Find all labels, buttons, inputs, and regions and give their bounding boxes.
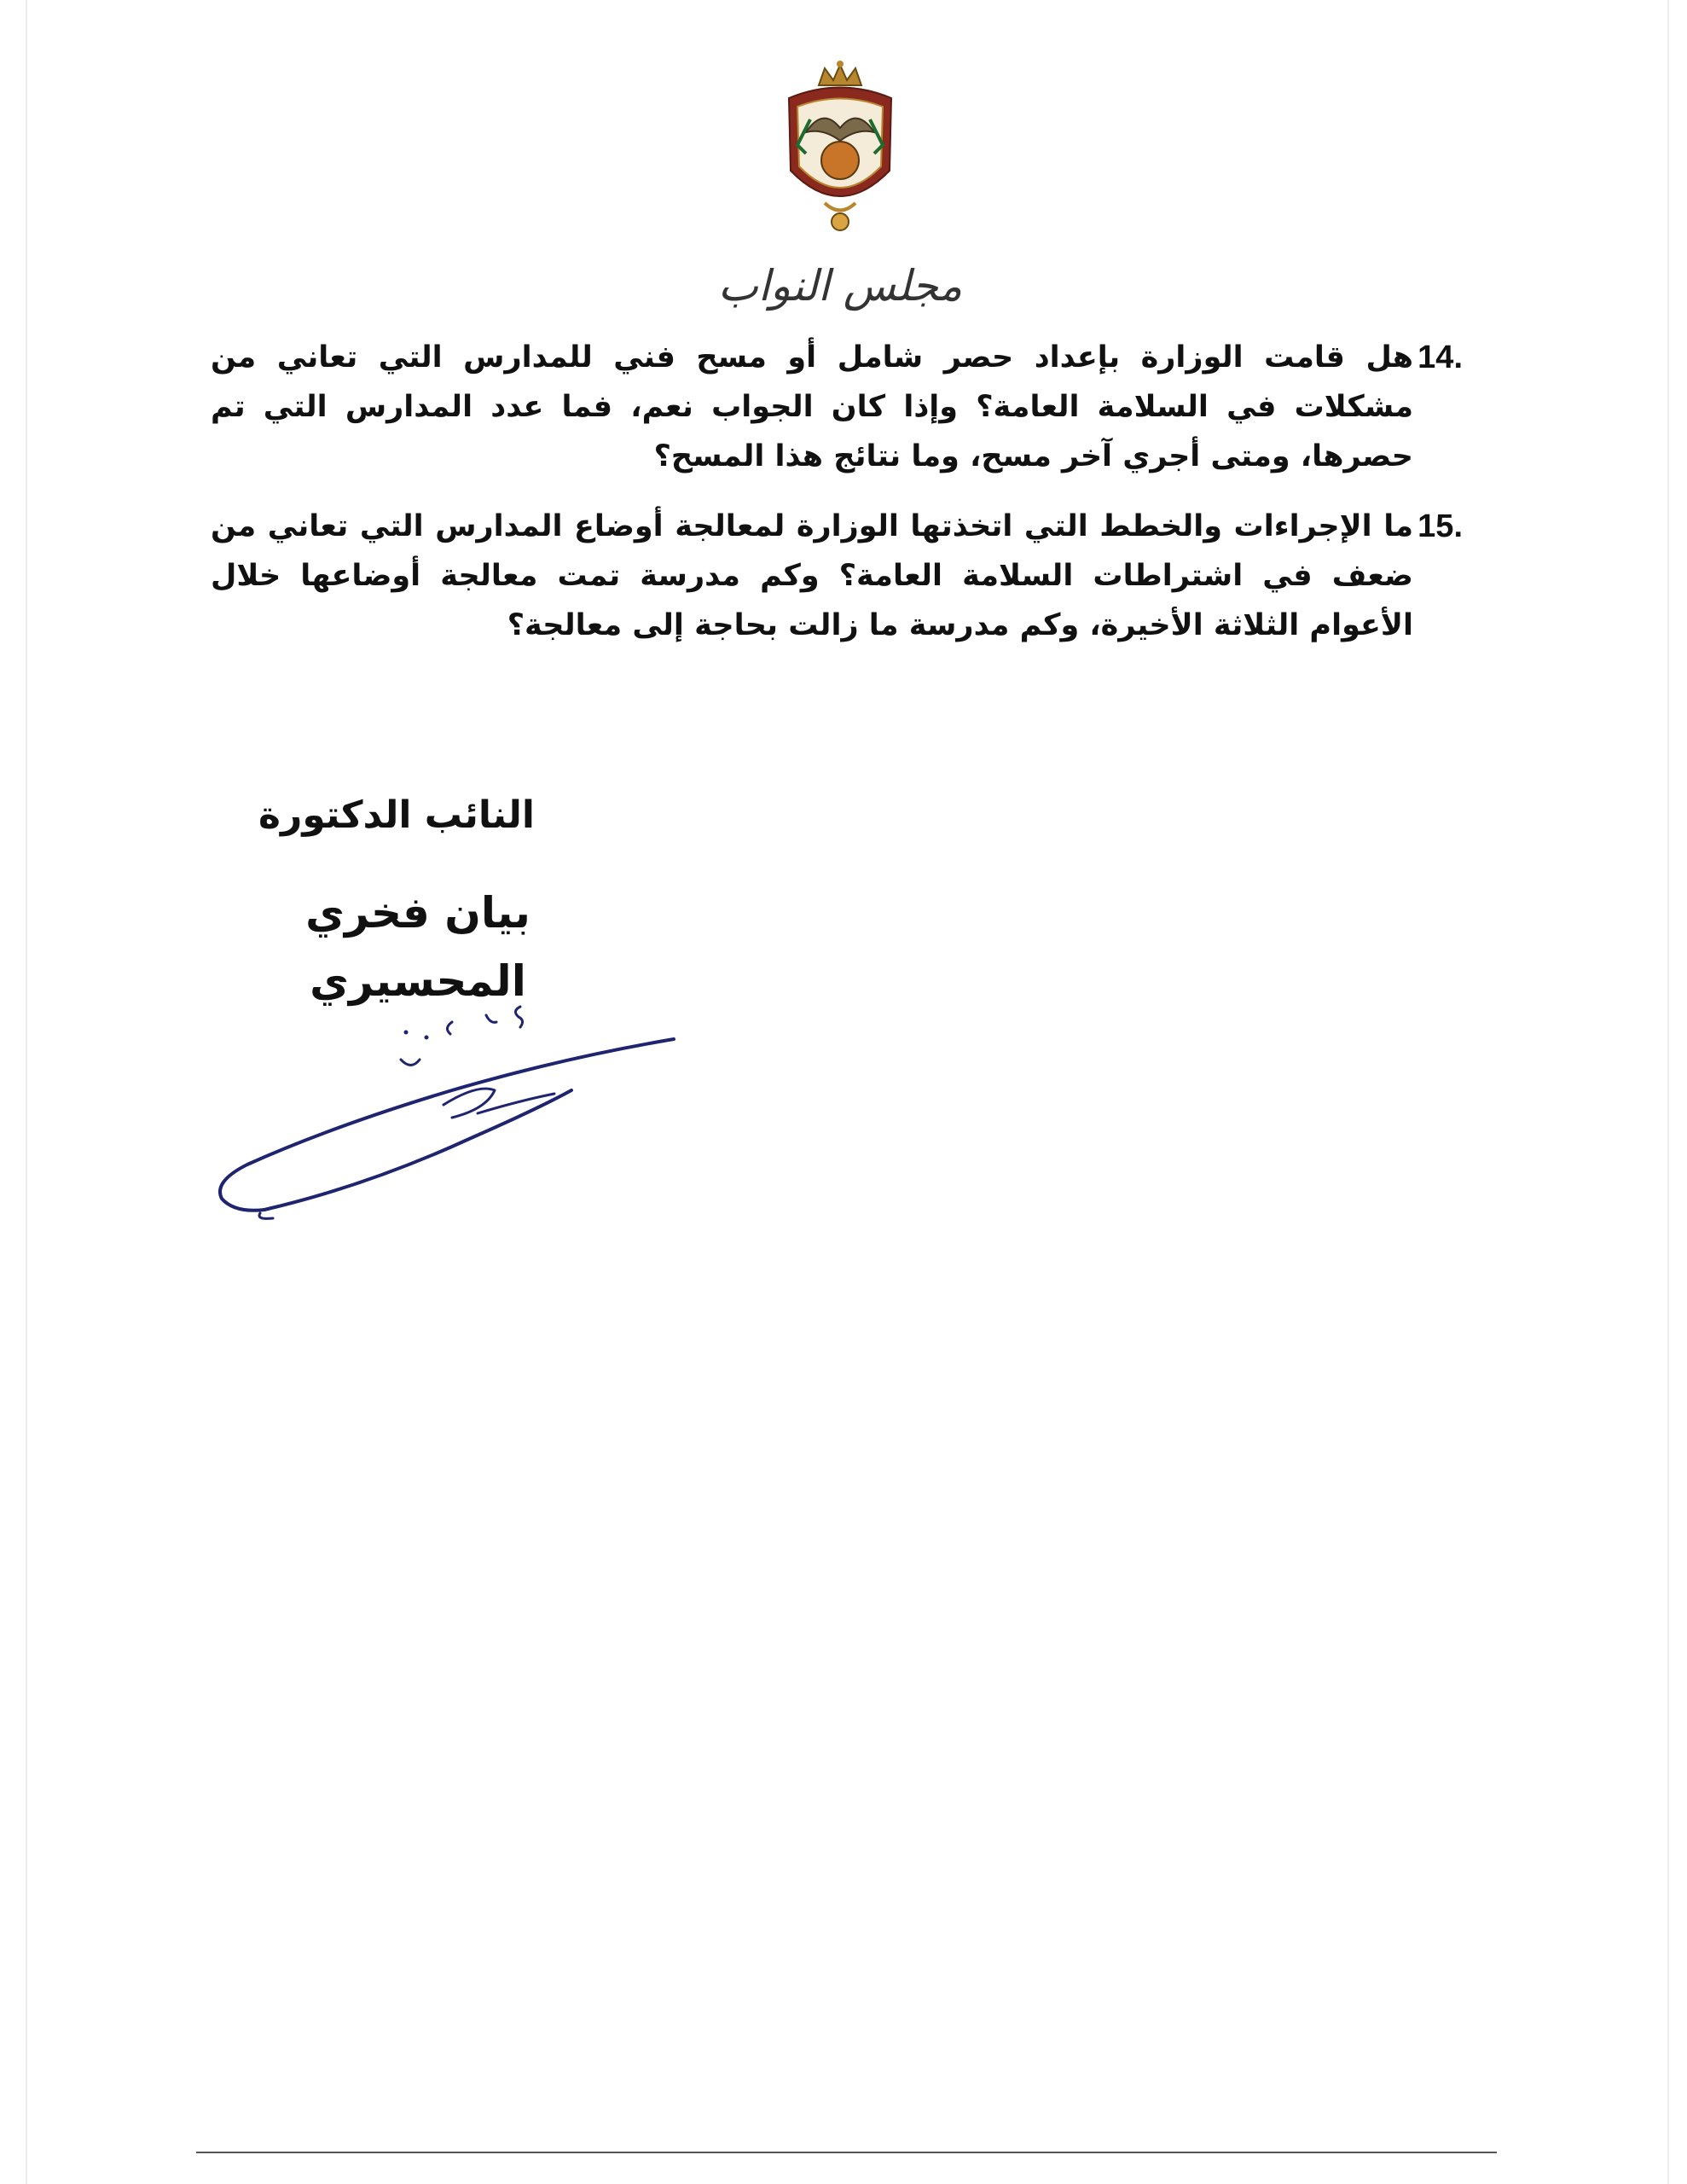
page-edge-left: [26, 0, 27, 2184]
council-name-logo: مجلس النواب: [717, 261, 963, 311]
signatory-name: بيان فخري المحسيري: [305, 888, 530, 1006]
footer-divider: [196, 2152, 1497, 2153]
question-number: 15.: [1417, 508, 1463, 544]
signatory-title: النائب الدكتورة: [258, 793, 535, 837]
question-text: ما الإجراءات والخطط التي اتخذتها الوزارة لمعالجة أوضاع المدارس التي تعاني من ضعف في اشتراطات السلامة العامة؟ وكم مدرسة تمت معالجة أوضاعها خلال الأعوام الثلاثة الأخيرة، وكم مدرسة ما زالت بحاجة إلى معالجة؟: [211, 509, 1413, 642]
handwritten-signature-icon: [196, 990, 691, 1254]
question-number: 14.: [1417, 340, 1463, 375]
question-14: [205, 333, 1463, 486]
royal-coat-of-arms-icon: [772, 60, 908, 239]
question-15: [205, 502, 1463, 655]
question-text: هل قامت الوزارة بإعداد حصر شامل أو مسح فني للمدارس التي تعاني من مشكلات في السلامة العامة؟ وإذا كان الجواب نعم، فما عدد المدارس التي تم حصرها، ومتى أجري آخر مسح، وما نتائج هذا المسح؟: [211, 340, 1413, 473]
page-edge-right: [1667, 0, 1669, 2184]
